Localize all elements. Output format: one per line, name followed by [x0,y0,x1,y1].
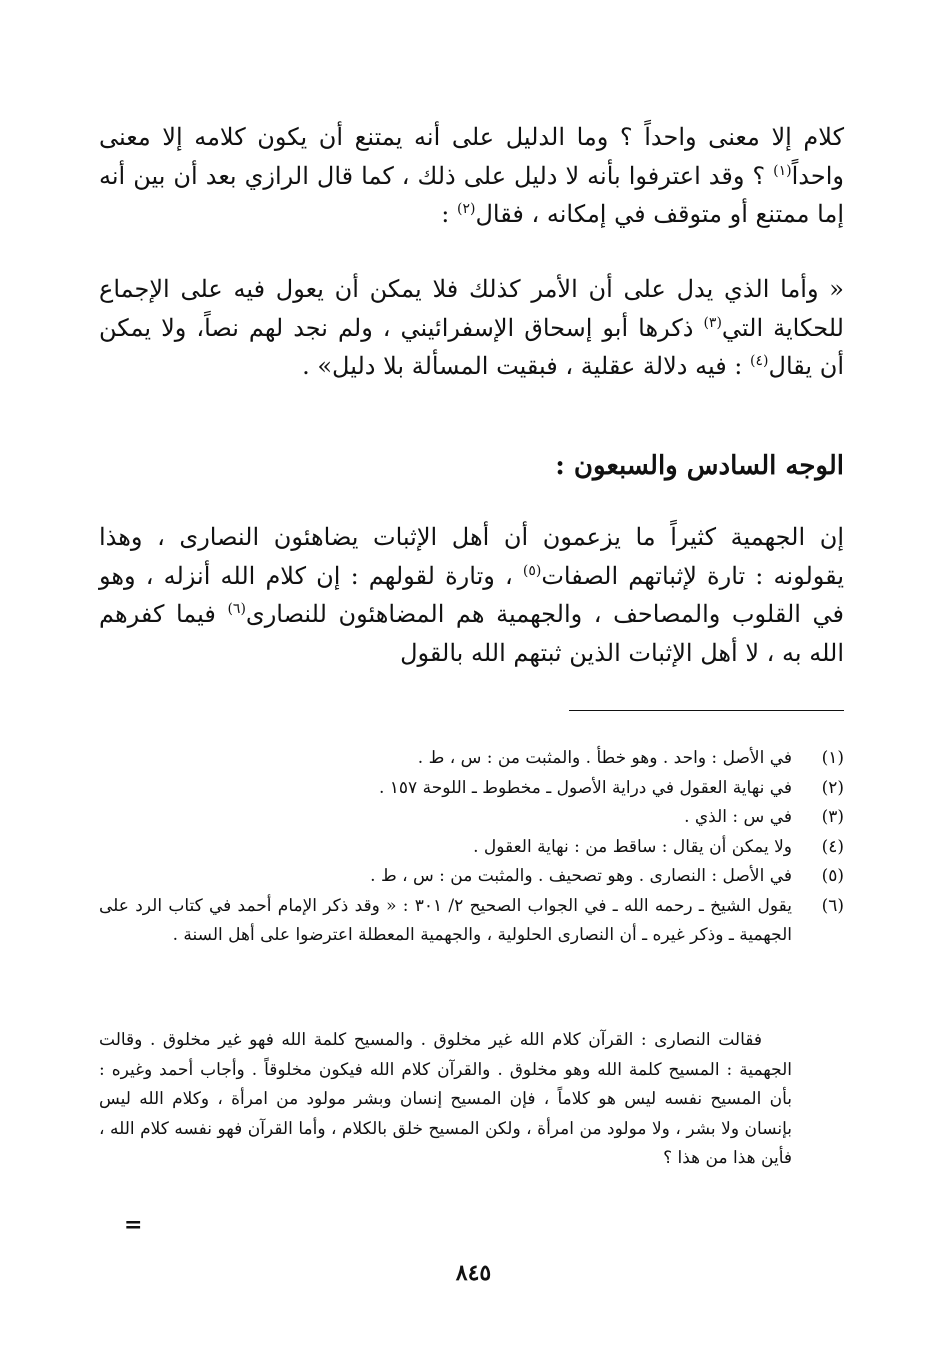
footnote-ref-1[interactable]: (١) [773,162,792,179]
footnote-divider [569,710,844,711]
footnote-item [99,774,844,804]
footnote-text: في نهاية العقول في دراية الأصول ـ مخطوط ـ اللوحة ١٥٧ . [378,777,792,798]
footnote-item [99,892,844,951]
footnote-item [99,862,844,892]
footnote-ref-4[interactable]: (٤) [750,353,769,369]
footnote-item [99,803,844,833]
text-run: : [441,200,457,228]
footnote-number: (٥) [821,866,844,886]
body-paragraph-2-quote [99,270,844,386]
body-paragraph-3 [99,518,844,672]
text-run: ذكرها أبو إسحاق الإسفرائيني ، ولم نجد لهم نصاً، ولا يمكن أن يقال [99,313,844,380]
page-number: ٨٤٥ [455,1260,492,1286]
paragraph-text [99,518,844,672]
footnote-number: (٤) [821,836,844,857]
continuation-mark: = [124,1212,143,1238]
footnote-ref-5[interactable]: (٥) [522,562,542,579]
footnote-number: (٦) [821,895,844,916]
footnote-text: في الأصل : النصارى . وهو تصحيف . والمثبت من : س ، ط . [370,866,792,886]
footnote-6-quote: فقالت النصارى : القرآن كلام الله غير مخلوق . والمسيح كلمة الله فهو غير مخلوق . وقالت الجهمية : المسيح كلمة الله وهو مخلوق . والقرآن كلام الله فيكون مخلوقاً . وأجاب أحمد وغيره : بأن المسيح نفسه ليس هو كلاماً ، فإن المسيح إنسان وبشر مولود من امرأة ، وكلام الله ليس بإنسان ولا بشر ، ولا مولود من امرأة ، ولكن المسيح خلق بالكلام ، وأما القرآن فهو نفسه كلام الله ، فأين هذا من هذا ؟ [99,1030,792,1168]
footnote-item [99,744,844,774]
footnote-text: ولا يمكن أن يقال : ساقط من : نهاية العقول . [473,836,792,857]
footnote-text: في الأصل : واحد . وهو خطأ . والمثبت من : س ، ط . [417,748,792,768]
text-run: : فيه دلالة عقلية ، فبقيت المسألة بلا دليل» . [302,352,751,380]
footnote-number: (٣) [821,807,844,827]
section-heading: الوجه السادس والسبعون : [555,451,844,481]
text-run: « وأما الذي يدل على أن الأمر كذلك فلا يمكن أن يعول فيه على الإجماع للحكاية التي [99,275,844,342]
text-run: فيما كفرهم الله به ، لا أهل الإثبات الذين ثبتهم الله بالقول [99,600,844,667]
text-run: ؟ وقد اعترفوا بأنه لا دليل على ذلك ، كما قال الرازي بعد أن بين أنه إما ممتنع أو متوقف في إمكانه ، فقال [99,161,844,228]
footnote-text: يقول الشيخ ـ رحمه الله ـ في الجواب الصحيح ٢/ ٣٠١ : « وقد ذكر الإمام أحمد في كتاب الرد على الجهمية ـ وذكر غيره ـ أن النصارى الحلولية ، والجهمية المعطلة اعترضوا على أهل السنة . [99,895,792,945]
body-paragraph-1 [99,118,844,234]
footnote-number: (١) [821,748,844,768]
paragraph-text [99,270,844,386]
text-run: كلام إلا معنى واحداً ؟ وما الدليل على أنه يمتنع أن يكون كلامه إلا معنى واحداً [99,123,844,190]
footnotes-list [99,744,844,951]
footnote-item [99,833,844,863]
footnote-text: في س : الذي . [684,807,792,827]
footnote-ref-3[interactable]: (٣) [703,314,722,331]
paragraph-text [99,118,844,234]
text-run: ، وتارة لقولهم : إن كلام الله أنزله ، وهو في القلوب والمصاحف ، والجهمية هم المضاهئون للنصارى [99,561,844,628]
footnote-ref-2[interactable]: (٢) [457,201,476,217]
footnote-ref-6[interactable]: (٦) [227,601,246,617]
footnote-number: (٢) [821,777,844,798]
text-run: إن الجهمية كثيراً ما يزعمون أن أهل الإثبات يضاهئون النصارى ، وهذا يقولونه : تارة لإثباتهم الصفات [99,523,844,590]
